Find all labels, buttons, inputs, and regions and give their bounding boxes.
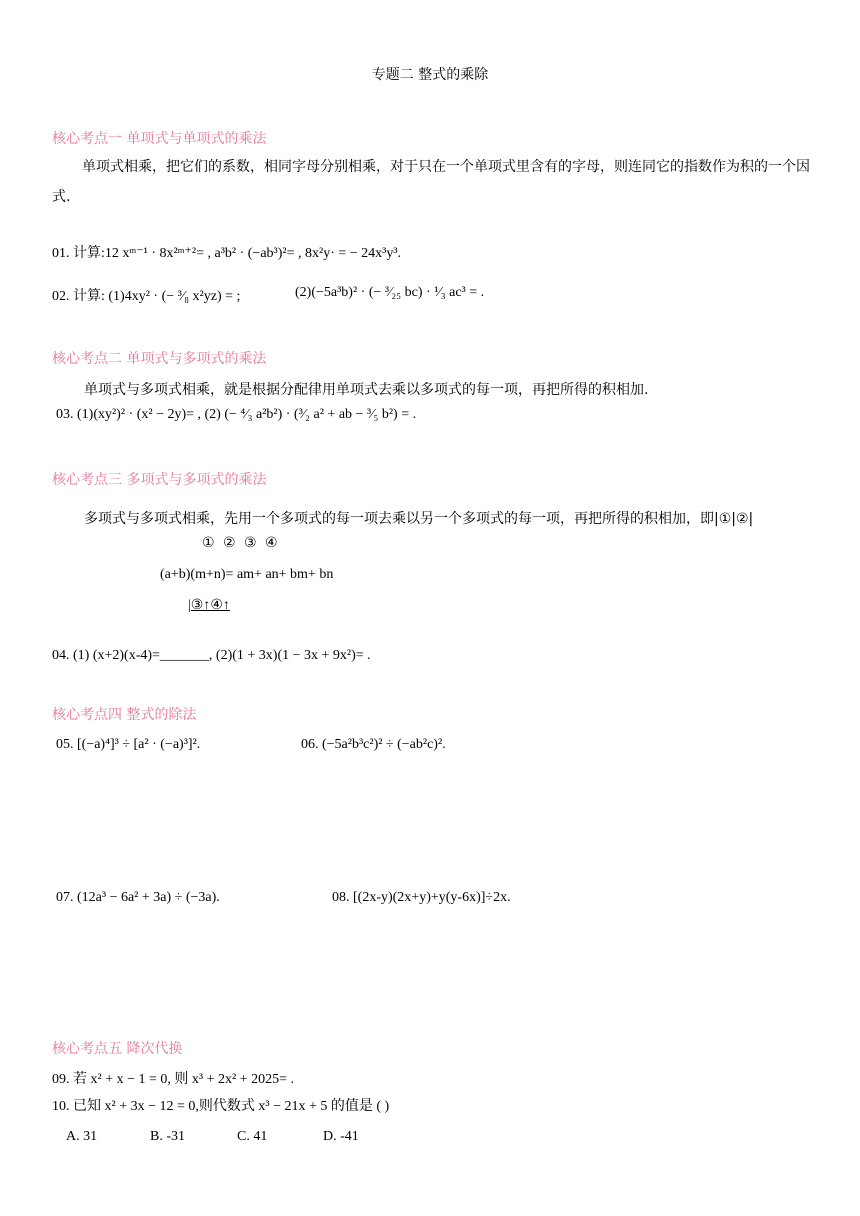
question-10: 10. 已知 x² + 3x − 12 = 0,则代数式 x³ − 21x + 5 的值是 ( ) [52,1099,390,1114]
question-09: 09. 若 x² + x − 1 = 0, 则 x³ + 2x² + 2025= . [52,1072,294,1087]
question-01: 01. 计算:12 xᵐ⁻¹ · 8x²ᵐ⁺²= , a³b² · (−ab³)²= , 8x²y· = − 24x³y³. [52,246,402,261]
question-06: 06. (−5a²b³c²)² ÷ (−ab²c)². [301,737,446,752]
section-heading-1: 核心考点一 单项式与单项式的乘法 [52,131,267,147]
section-heading-3: 核心考点三 多项式与多项式的乘法 [52,472,267,488]
rule-text-2: 单项式与多项式相乘，就是根据分配律用单项式去乘以多项式的每一项，再把所得的积相加. [84,382,649,398]
page-title: 专题二 整式的乘除 [371,67,489,83]
option-a: A. 31 [66,1129,98,1144]
option-c: C. 41 [237,1129,268,1144]
question-08: 08. [(2x-y)(2x+y)+y(y-6x)]÷2x. [332,890,511,905]
rule-text-1: 单项式相乘，把它们的系数，相同字母分别相乘，对于只在一个单项式里含有的字母，则连同它的指数作为积的一个因式. [52,159,810,205]
section-heading-4: 核心考点四 整式的除法 [52,707,197,723]
question-07: 07. (12a³ − 6a² + 3a) ÷ (−3a). [56,890,220,905]
question-02-part1: 02. 计算: (1)4xy² · (− ³⁄₈ x²yz) = ; [52,289,241,304]
option-d: D. -41 [323,1129,359,1144]
option-b: B. -31 [150,1129,185,1144]
rule-text-3: 多项式与多项式相乘，先用一个多项式的每一项去乘以另一个多项式的每一项，再把所得的积相加，即|①|②| [84,511,754,527]
section-heading-2: 核心考点二 单项式与多项式的乘法 [52,351,267,367]
section-heading-5: 核心考点五 降次代换 [52,1041,183,1057]
formula-expansion: (a+b)(m+n)= am+ an+ bm+ bn [160,567,334,582]
question-03: 03. (1)(xy²)² · (x² − 2y)= , (2) (− ⁴⁄₃ a²b²) · (³⁄₂ a² + ab − ³⁄₅ b²) = . [56,407,417,422]
question-02-part2: (2)(−5a³b)² · (− ³⁄₂₅ bc) · ¹⁄₃ ac³ = . [295,285,485,300]
formula-marks-bottom: |③↑④↑ [188,598,230,613]
question-04: 04. (1) (x+2)(x-4)=_______, (2)(1 + 3x)(1 − 3x + 9x²)= . [52,648,371,663]
question-05: 05. [(−a)⁴]³ ÷ [a² · (−a)³]². [56,737,201,752]
formula-marks-top: ① ② ③ ④ [202,535,280,551]
